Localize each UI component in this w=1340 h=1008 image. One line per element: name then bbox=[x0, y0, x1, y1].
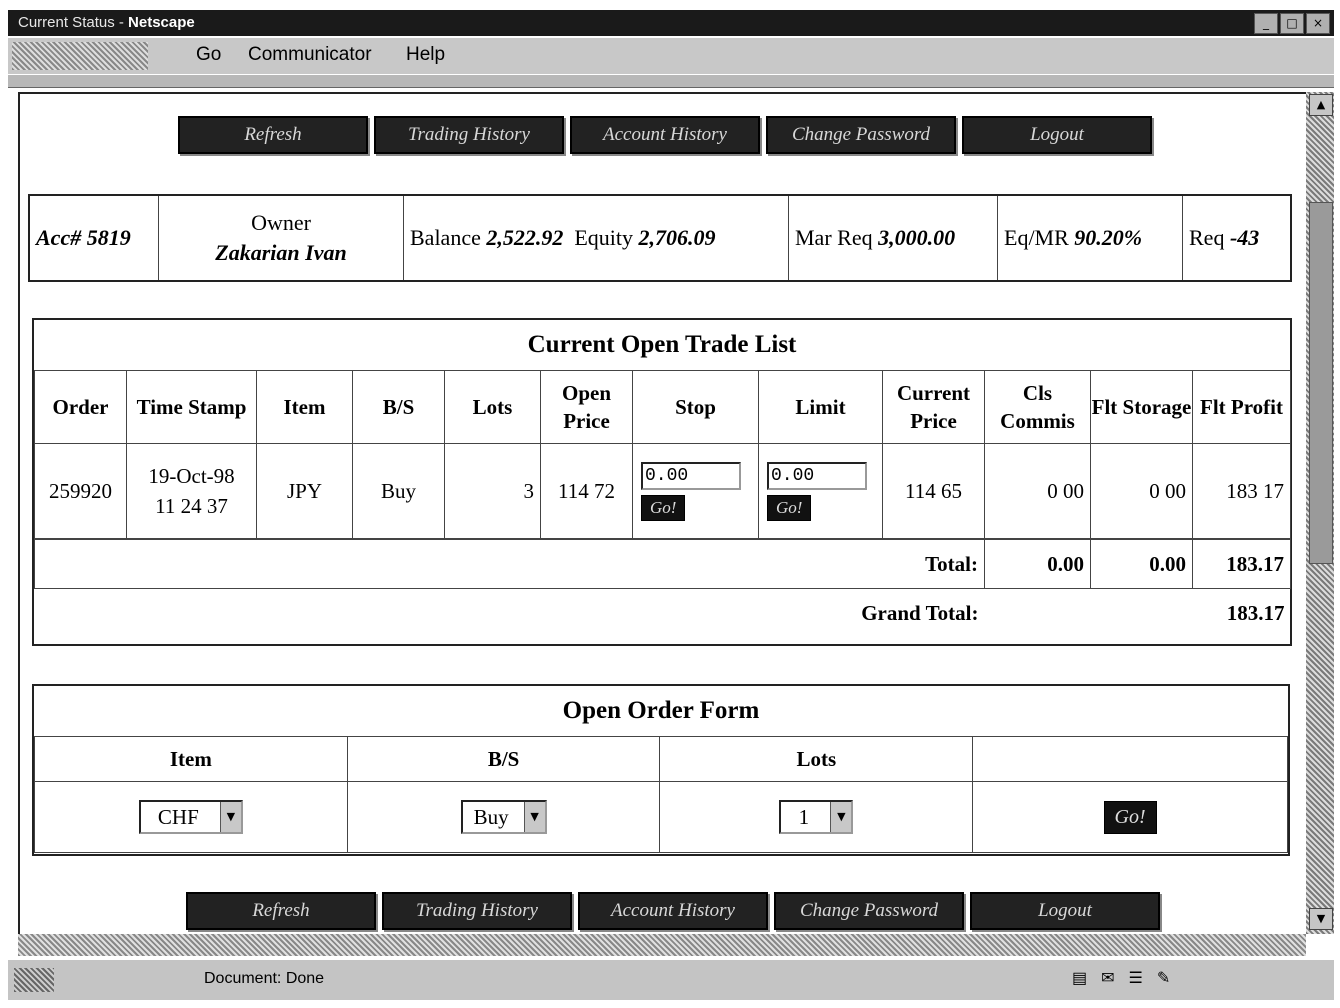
window-title: Current Status - Netscape bbox=[18, 14, 195, 31]
scroll-thumb[interactable] bbox=[1309, 202, 1333, 564]
chevron-down-icon[interactable]: ▼ bbox=[524, 802, 545, 832]
lots-select[interactable]: 1 ▼ bbox=[779, 800, 853, 834]
mail-icon[interactable]: ✉ bbox=[1101, 970, 1115, 987]
logout-button-bottom[interactable]: Logout bbox=[970, 892, 1160, 930]
col-time-stamp: Time Stamp bbox=[127, 371, 257, 444]
trading-history-button[interactable]: Trading History bbox=[374, 116, 564, 154]
trade-lots: 3 bbox=[445, 444, 541, 539]
account-history-button[interactable]: Account History bbox=[570, 116, 760, 154]
location-toolbar bbox=[8, 75, 1334, 88]
close-button[interactable]: × bbox=[1306, 13, 1330, 34]
order-action-cell bbox=[973, 782, 1288, 853]
horizontal-scrollbar[interactable] bbox=[18, 934, 1306, 956]
item-select[interactable]: CHF ▼ bbox=[139, 800, 243, 834]
current-price: 114 65 bbox=[883, 444, 985, 539]
order-col-bs: B/S bbox=[347, 737, 660, 782]
account-number: Acc# 5819 bbox=[30, 196, 159, 280]
total-commis: 0.00 bbox=[985, 540, 1091, 589]
open-price: 114 72 bbox=[541, 444, 633, 539]
col-order: Order bbox=[35, 371, 127, 444]
component-bar bbox=[1072, 968, 1170, 988]
order-col-lots: Lots bbox=[660, 737, 973, 782]
composer-icon[interactable]: ✎ bbox=[1156, 970, 1171, 987]
grand-total-spacer bbox=[985, 589, 1091, 638]
navigator-icon[interactable]: ▤ bbox=[1072, 970, 1088, 987]
trade-bs: Buy bbox=[353, 444, 445, 539]
account-summary bbox=[28, 194, 1292, 282]
grand-total-value: 183.17 bbox=[1226, 600, 1285, 625]
col-flt-storage: Flt Storage bbox=[1091, 371, 1193, 444]
vertical-scrollbar[interactable] bbox=[1306, 92, 1334, 934]
menu-toolbar-grip bbox=[12, 42, 148, 70]
order-id: 259920 bbox=[35, 444, 127, 539]
flt-storage: 0 00 bbox=[1091, 444, 1193, 539]
trading-history-button-bottom[interactable]: Trading History bbox=[382, 892, 572, 930]
flt-profit: 183 17 bbox=[1193, 444, 1291, 539]
bs-select[interactable]: Buy ▼ bbox=[461, 800, 547, 834]
order-lots-cell bbox=[660, 782, 973, 853]
scroll-down-icon[interactable]: ▼ bbox=[1309, 908, 1333, 930]
menu-go[interactable]: Go bbox=[196, 44, 222, 65]
bottom-nav bbox=[186, 892, 1160, 930]
account-owner: Owner Zakarian Ivan bbox=[159, 196, 404, 280]
time-stamp: 19-Oct-98 11 24 37 bbox=[127, 444, 257, 539]
open-order-form bbox=[32, 684, 1290, 856]
chevron-down-icon[interactable]: ▼ bbox=[830, 802, 851, 832]
col-open-price: Open Price bbox=[541, 371, 633, 444]
trade-list-title: Current Open Trade List bbox=[527, 331, 797, 358]
discussion-icon[interactable]: ☰ bbox=[1128, 970, 1143, 987]
balance-equity: Balance 2,522.92 Equity 2,706.09 bbox=[404, 196, 789, 280]
security-lock-icon[interactable] bbox=[14, 968, 54, 992]
table-row bbox=[35, 444, 1291, 539]
stop-go-button[interactable]: Go! bbox=[641, 495, 685, 521]
menu-bar bbox=[8, 38, 1334, 74]
scroll-up-icon[interactable]: ▲ bbox=[1309, 94, 1333, 116]
total-label: Total: bbox=[35, 540, 985, 589]
order-item-cell bbox=[35, 782, 348, 853]
limit-go-button[interactable]: Go! bbox=[767, 495, 811, 521]
col-flt-profit: Flt Profit bbox=[1193, 371, 1291, 444]
col-cls-commis: Cls Commis bbox=[985, 371, 1091, 444]
order-form-title: Open Order Form bbox=[562, 697, 760, 724]
grand-total-spacer-2 bbox=[1091, 589, 1193, 638]
chevron-down-icon[interactable]: ▼ bbox=[220, 802, 241, 832]
menu-communicator[interactable]: Communicator bbox=[248, 44, 372, 65]
col-bs: B/S bbox=[353, 371, 445, 444]
col-lots: Lots bbox=[445, 371, 541, 444]
margin-requirement: Mar Req 3,000.00 bbox=[789, 196, 998, 280]
cls-commis: 0 00 bbox=[985, 444, 1091, 539]
col-current-price: Current Price bbox=[883, 371, 985, 444]
total-profit: 183.17 bbox=[1193, 540, 1291, 589]
order-go-button[interactable]: Go! bbox=[1104, 801, 1157, 834]
total-storage: 0.00 bbox=[1091, 540, 1193, 589]
change-password-button-bottom[interactable]: Change Password bbox=[774, 892, 964, 930]
col-item: Item bbox=[257, 371, 353, 444]
requirement: Req -43 bbox=[1189, 225, 1260, 250]
window-title-bar bbox=[8, 10, 1334, 36]
order-form-table bbox=[34, 736, 1288, 853]
limit-cell bbox=[759, 444, 883, 539]
status-bar bbox=[8, 960, 1334, 1000]
grand-total-label: Grand Total: bbox=[861, 600, 979, 625]
minimize-button[interactable]: _ bbox=[1254, 13, 1278, 34]
stop-input[interactable] bbox=[641, 462, 741, 490]
order-bs-cell bbox=[347, 782, 660, 853]
maximize-button[interactable]: □ bbox=[1280, 13, 1304, 34]
change-password-button[interactable]: Change Password bbox=[766, 116, 956, 154]
account-history-button-bottom[interactable]: Account History bbox=[578, 892, 768, 930]
trade-table bbox=[34, 370, 1291, 539]
open-trade-list bbox=[32, 318, 1292, 646]
refresh-button[interactable]: Refresh bbox=[178, 116, 368, 154]
refresh-button-bottom[interactable]: Refresh bbox=[186, 892, 376, 930]
logout-button[interactable]: Logout bbox=[962, 116, 1152, 154]
col-stop: Stop bbox=[633, 371, 759, 444]
order-col-item: Item bbox=[35, 737, 348, 782]
col-limit: Limit bbox=[759, 371, 883, 444]
stop-cell bbox=[633, 444, 759, 539]
status-message: Document: Done bbox=[204, 970, 325, 987]
limit-input[interactable] bbox=[767, 462, 867, 490]
order-col-action bbox=[973, 737, 1288, 782]
top-nav bbox=[178, 116, 1152, 154]
equity-margin-ratio: Eq/MR 90.20% bbox=[998, 196, 1183, 280]
menu-help[interactable]: Help bbox=[406, 44, 446, 65]
totals-table bbox=[34, 539, 1291, 637]
trade-item: JPY bbox=[257, 444, 353, 539]
